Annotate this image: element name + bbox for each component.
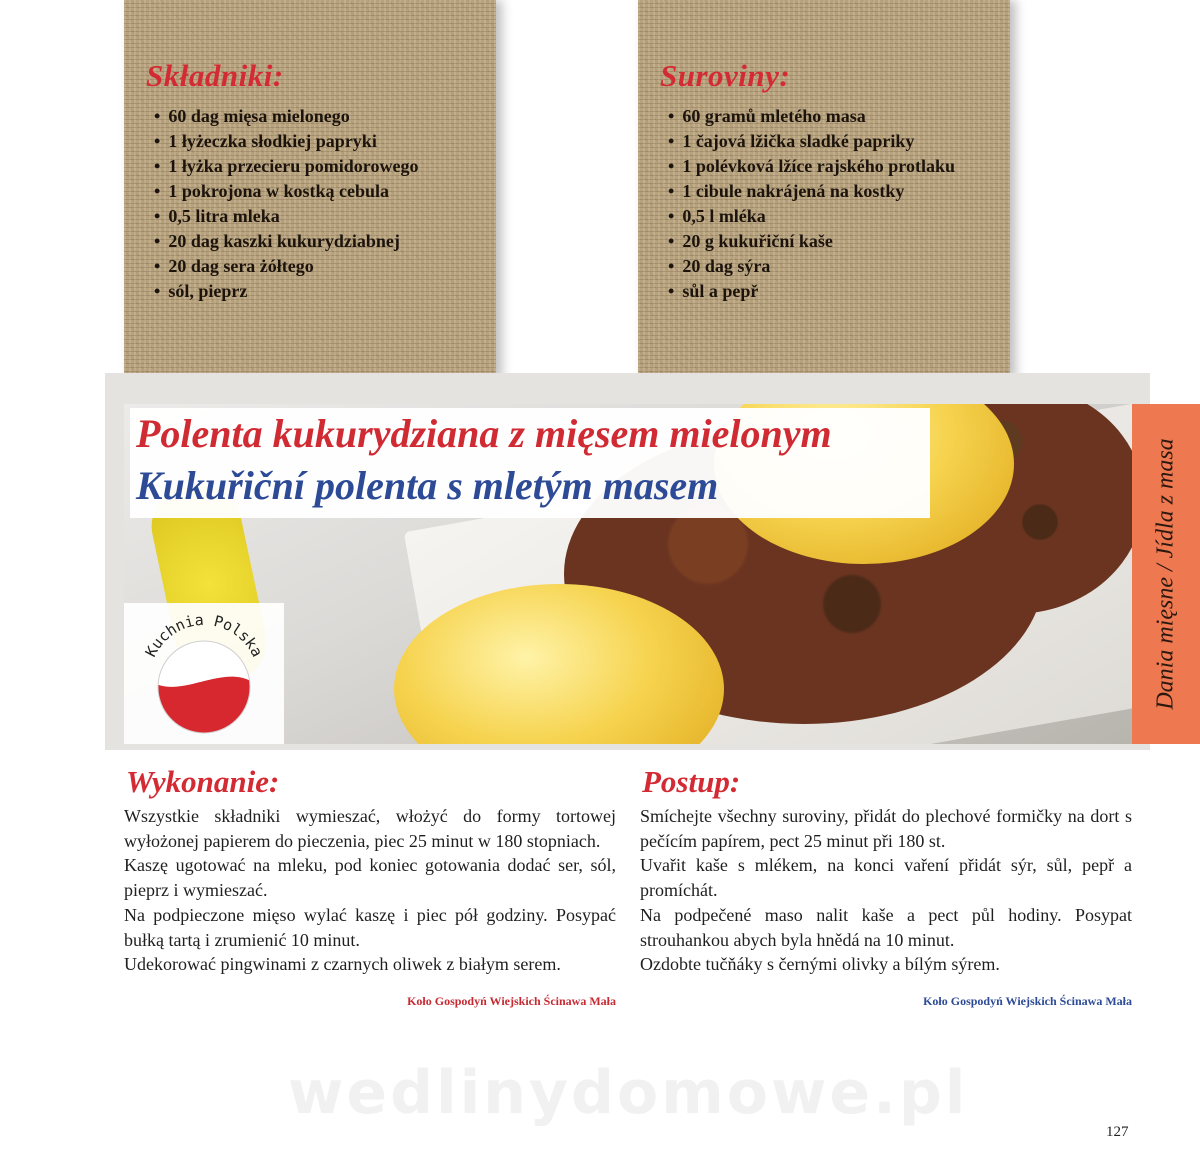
badge-text: Kuchnia Polska: [141, 610, 267, 660]
ingredients-list-cz: [668, 104, 955, 304]
method-paragraph: Udekorować pingwinami z czarnych oliwek z białym serem.: [124, 954, 561, 975]
ingredients-heading-pl: Składniki:: [146, 58, 284, 93]
ingredients-panel-pl: [124, 0, 496, 380]
author-credit-pl: Koło Gospodyń Wiejskich Ścinawa Mała: [407, 993, 616, 1008]
ingredient-item: • 1 łyżka przecieru pomidorowego: [154, 154, 418, 179]
ingredient-item: • 1 čajová lžička sladké papriky: [668, 129, 955, 154]
ingredient-item: • sól, pieprz: [154, 279, 418, 304]
method-paragraph: Ozdobte tučňáky s černými olivky a bílým sýrem.: [640, 954, 1000, 975]
ingredient-item: • 0,5 litra mleka: [154, 204, 418, 229]
method-paragraph: Uvařit kaše s mlékem, na konci vaření přidát sýr, sůl, pepř a promíchát.: [640, 855, 1132, 901]
ingredient-item: • 20 dag kaszki kukurydziabnej: [154, 229, 418, 254]
ingredient-item: • 1 cibule nakrájená na kostky: [668, 179, 955, 204]
ingredient-item: • 1 łyżeczka słodkiej papryki: [154, 129, 418, 154]
polish-flag-circle-icon: [124, 603, 284, 744]
recipe-title-box: [130, 408, 930, 518]
method-heading-pl: Wykonanie:: [126, 764, 280, 799]
ingredient-item: • 1 polévková lžíce rajského protlaku: [668, 154, 955, 179]
ingredient-item: • 1 pokrojona w kostką cebula: [154, 179, 418, 204]
ingredient-item: • sůl a pepř: [668, 279, 955, 304]
page-number: 127: [1106, 1124, 1129, 1140]
kuchnia-polska-badge: [124, 603, 284, 744]
recipe-title-pl: Polenta kukurydziana z mięsem mielonym: [136, 411, 832, 456]
category-side-tab: [1132, 404, 1200, 744]
author-credit-cz: Koło Gospodyń Wiejskich Ścinawa Mała: [923, 993, 1132, 1008]
method-section-pl: [124, 764, 616, 1014]
ingredients-list-pl: [154, 104, 418, 304]
ingredients-panel-cz: [638, 0, 1010, 380]
recipe-title-cz: Kukuřiční polenta s mletým masem: [136, 463, 719, 508]
method-heading-cz: Postup:: [642, 764, 741, 799]
method-section-cz: [640, 764, 1132, 1014]
method-paragraph: Wszystkie składniki wymieszać, włożyć do formy tortowej wyłożonej papierem do pieczenia, piec 25 minut w 180 stopniach.: [124, 806, 616, 851]
ingredient-item: • 20 dag sera żółtego: [154, 254, 418, 279]
ingredient-item: • 0,5 l mléka: [668, 204, 955, 229]
ingredient-item: • 20 g kukuřiční kaše: [668, 229, 955, 254]
ingredient-item: • 20 dag sýra: [668, 254, 955, 279]
ingredients-heading-cz: Suroviny:: [660, 58, 791, 93]
ingredient-item: • 60 dag mięsa mielonego: [154, 104, 418, 129]
ingredient-item: • 60 gramů mletého masa: [668, 104, 955, 129]
category-label: Dania mięsne / Jídla z masa: [1152, 438, 1179, 710]
method-paragraph: Smíchejte všechny suroviny, přidát do plechové formičky na dort s pečícím papírem, pect 25 minut při 180 st.: [640, 806, 1132, 851]
method-paragraph: Na podpieczone mięso wylać kaszę i piec pół godziny. Posypać bułką tartą i zrumienić 10 minut.: [124, 904, 616, 950]
method-paragraph: Na podpečené maso nalit kaše a pect půl hodiny. Posypat strouhankou abych byla hnědá na 10 minut.: [640, 904, 1132, 950]
method-paragraph: Kaszę ugotować na mleku, pod koniec gotowania dodać ser, sól, pieprz i wymieszać.: [124, 855, 616, 901]
watermark: wedlinydomowe.pl: [288, 1058, 969, 1128]
